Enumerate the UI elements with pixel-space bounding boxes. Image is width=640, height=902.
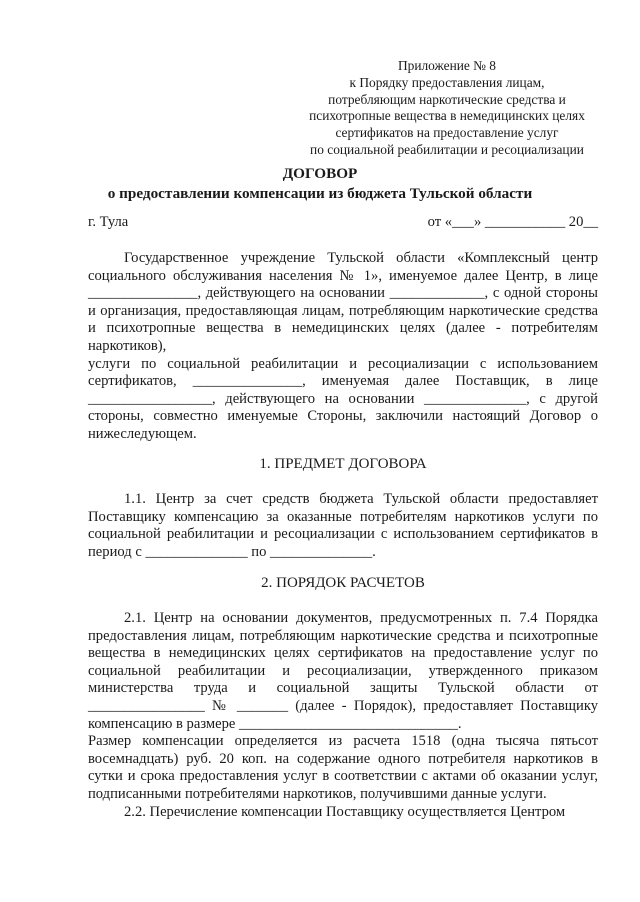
city-label: г. Тула bbox=[88, 214, 129, 230]
section-1-heading: 1. ПРЕДМЕТ ДОГОВОРА bbox=[259, 456, 427, 472]
preamble-paragraph-2: услуги по социальной реабилитации и ресоциализации с использованием сертификатов, _______________, именуемая далее Поставщик, в лице _________________, действующего на основании ______________, с другой стороны, совместно именуемые Стороны, заключили настоящий Договор о нижеследующем. bbox=[88, 355, 598, 442]
date-field: от «___» ___________ 20__ bbox=[427, 214, 598, 230]
section-2-heading: 2. ПОРЯДОК РАСЧЕТОВ bbox=[261, 575, 425, 591]
appendix-line: Приложение № 8 bbox=[397, 58, 497, 73]
appendix-line: сертификатов на предоставление услуг bbox=[335, 125, 559, 141]
appendix-line: по социальной реабилитации и ресоциализации bbox=[310, 141, 584, 157]
section-2-paragraph-3: 2.2. Перечисление компенсации Поставщику осуществляется Центром bbox=[124, 803, 566, 820]
section-2-paragraph-1: 2.1. Центр на основании документов, предусмотренных п. 7.4 Порядка предоставления лицам, потребляющим наркотические средства и психотропные вещества в немедицинских целях сертификатов на предоставление услуг по социальной реабилитации и ресоциализации, утвержденного приказом министерства труда и социальной защиты Тульской области от ________________ № _______ (далее - Порядок), предоставляет Поставщику компенсацию в размере ______________________________. bbox=[88, 610, 598, 732]
document-title bbox=[0, 164, 640, 204]
place-date-line bbox=[88, 214, 598, 234]
appendix-line: психотропные вещества в немедицинских целях bbox=[309, 108, 585, 124]
section-2-paragraph-2: Размер компенсации определяется из расчета 1518 (одна тысяча пятьсот восемнадцать) руб. 20 коп. на содержание одного потребителя наркотиков в сутки и срока предоставления услуг в соответствии с актами об оказании услуг, подписанными потребителями наркотиков, получившими данные услуги. bbox=[88, 733, 598, 802]
title-line-2: о предоставлении компенсации из бюджета Тульской области bbox=[107, 185, 533, 202]
title-line-1: ДОГОВОР bbox=[282, 165, 358, 182]
appendix-note bbox=[300, 58, 594, 159]
section-1-body bbox=[88, 491, 598, 561]
appendix-line: к Порядку предоставления лицам, bbox=[349, 74, 545, 90]
section-1-paragraph-1: 1.1. Центр за счет средств бюджета Тульской области предоставляет Поставщику компенсацию за оказанные потребителям наркотиков услуги по социальной реабилитации и ресоциализации с использованием сертификатов в период с ______________ по ______________. bbox=[88, 491, 598, 560]
appendix-line: потребляющим наркотические средства и bbox=[328, 91, 566, 107]
section-2-body bbox=[88, 610, 598, 821]
preamble bbox=[88, 250, 598, 444]
preamble-paragraph-1: Государственное учреждение Тульской области «Комплексный центр социального обслуживания населения № 1», именуемое далее Центр, в лице _______________, действующего на основании _____________, с одной стороны и организация, предоставляющая лицам, потребляющим наркотические средства и психотропные вещества в немедицинских целях (далее - потребителям наркотиков), bbox=[88, 250, 598, 354]
